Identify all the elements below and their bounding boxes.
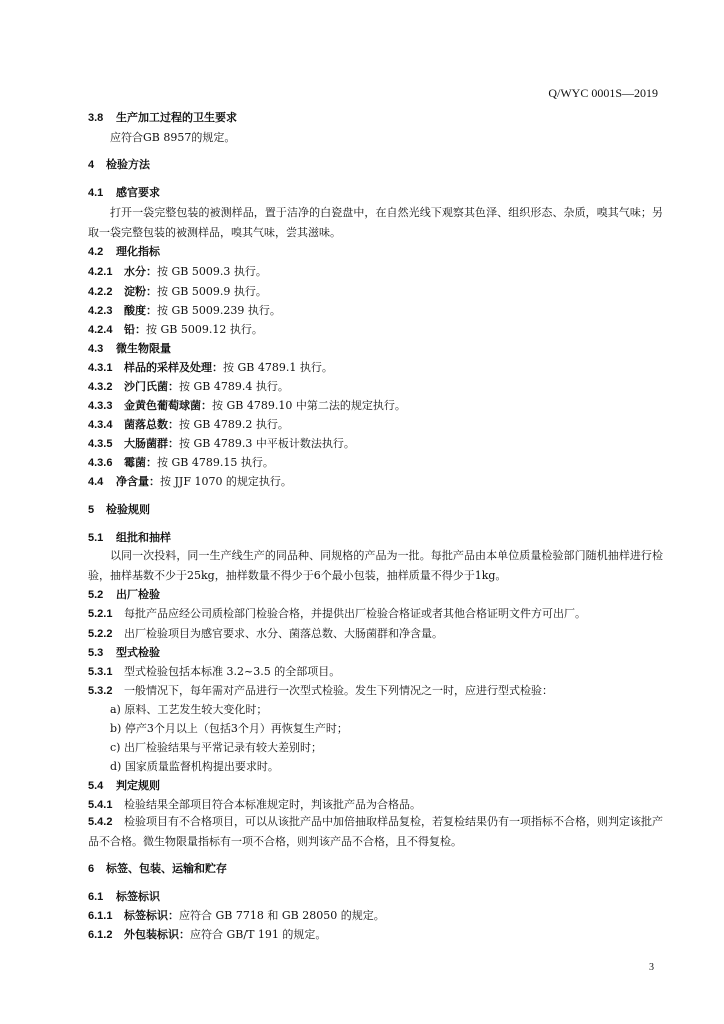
section-5-4-2: 5.4.2 检验项目有不合格项目，可以从该批产品中加倍抽取样品复检，若复检结果仍有一项指标不合格，则判定该批产品不合格。微生物限量指标有一项不合格，则判该产品不合格，且不得复检。 [88,815,663,848]
list-item: 4.2.4 铅：按 GB 5009.12 执行。 [88,323,263,336]
section-5-4-heading: 5.4 判定规则 [88,779,160,792]
list-item: 4.2.2 淀粉：按 GB 5009.9 执行。 [88,285,267,298]
document-code-header: Q/WYC 0001S—2019 [548,86,658,100]
list-item: 4.3.4 菌落总数：按 GB 4789.2 执行。 [88,418,289,431]
list-item: b) 停产3个月以上（包括3个月）再恢复生产时； [110,722,348,735]
list-item: 5.2.2 出厂检验项目为感官要求、水分、菌落总数、大肠菌群和净含量。 [88,627,443,640]
list-item: 4.3.6 霉菌：按 GB 4789.15 执行。 [88,456,274,469]
section-4-2-heading: 4.2 理化指标 [88,245,160,258]
section-5-2-heading: 5.2 出厂检验 [88,588,160,601]
list-item: 4.3.5 大肠菌群：按 GB 4789.3 中平板计数法执行。 [88,437,355,450]
list-item: d) 国家质量监督机构提出要求时。 [110,760,279,773]
section-4-1-text: 打开一袋完整包装的被测样品，置于洁净的白瓷盘中，在自然光线下观察其色泽、组织形态、杂质，嗅其气味；另取一袋完整包装的被测样品，嗅其气味，尝其滋味。 [88,206,663,239]
section-3-8-text: 应符合GB 8957的规定。 [110,131,236,144]
list-item: 4.3.2 沙门氏菌：按 GB 4789.4 执行。 [88,380,289,393]
section-4-4-heading: 4.4 净含量：按 JJF 1070 的规定执行。 [88,475,292,488]
list-item: 4.3.3 金黄色葡萄球菌：按 GB 4789.10 中第二法的规定执行。 [88,399,406,412]
list-item: 5.3.2 一般情况下，每年需对产品进行一次型式检验。发生下列情况之一时，应进行型式检验： [88,684,553,697]
section-6-heading: 6 标签、包装、运输和贮存 [88,862,227,875]
section-4-1-heading: 4.1 感官要求 [88,186,160,199]
section-4-heading: 4 检验方法 [88,158,150,171]
list-item: 6.1.1 标签标识：应符合 GB 7718 和 GB 28050 的规定。 [88,909,385,922]
section-5-4-1: 5.4.1 检验结果全部项目符合本标准规定时，判该批产品为合格品。 [88,798,421,811]
list-item: 4.2.3 酸度：按 GB 5009.239 执行。 [88,304,281,317]
section-4-3-heading: 4.3 微生物限量 [88,342,171,355]
list-item: 4.3.1 样品的采样及处理：按 GB 4789.1 执行。 [88,361,333,374]
list-item: 6.1.2 外包装标识：应符合 GB/T 191 的规定。 [88,928,327,941]
list-item: 5.2.1 每批产品应经公司质检部门检验合格，并提供出厂检验合格证或者其他合格证明文件方可出厂。 [88,607,586,620]
list-item: 4.2.1 水分：按 GB 5009.3 执行。 [88,265,267,278]
list-item: c) 出厂检验结果与平常记录有较大差别时； [110,741,322,754]
list-item: 5.3.1 型式检验包括本标准 3.2~3.5 的全部项目。 [88,665,341,678]
section-6-1-heading: 6.1 标签标识 [88,890,160,903]
section-3-8-heading: 3.8 生产加工过程的卫生要求 [88,111,237,124]
list-item: a) 原料、工艺发生较大变化时； [110,703,268,716]
page-number: 3 [649,962,654,973]
section-5-1-text: 以同一次投料，同一生产线生产的同品种、同规格的产品为一批。每批产品由本单位质量检验部门随机抽样进行检验，抽样基数不少于25kg，抽样数量不得少于6个最小包装，抽样质量不得少于1kg。 [88,549,663,582]
section-5-1-heading: 5.1 组批和抽样 [88,531,171,544]
section-5-heading: 5 检验规则 [88,503,150,516]
section-5-3-heading: 5.3 型式检验 [88,646,160,659]
